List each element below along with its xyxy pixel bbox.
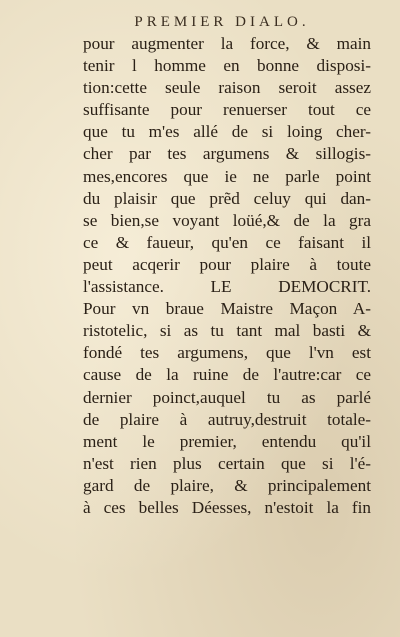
running-head: PREMIER DIALO. (134, 14, 310, 30)
text-line: ment le premier, entendu qu'il (83, 431, 371, 451)
text-line: tion:cette seule raison seroit assez (83, 78, 371, 98)
text-line: tenir l homme en bonne disposi- (83, 56, 371, 76)
text-line: cher par tes argumens & sillogis- (83, 144, 371, 164)
text-line: se bien,se voyant loüé,& de la gra (83, 210, 371, 230)
text-line: gard de plaire, & principalement (83, 475, 371, 495)
text-line: mes,encores que ie ne parle point (83, 166, 371, 186)
text-line: du plaisir que prẽd celuy qui dan- (83, 188, 371, 208)
text-line: l'assistance. LE DEMOCRIT. (83, 277, 371, 297)
text-line: de plaire à autruy,destruit totale- (83, 409, 371, 429)
text-block (83, 33, 371, 519)
text-line: suffisante pour renuerser tout ce (83, 100, 371, 120)
text-line: cause de la ruine de l'autre:car ce (83, 365, 371, 385)
text-line: n'est rien plus certain que si l'é- (83, 453, 371, 473)
text-line: ce & faueur, qu'en ce faisant il (83, 232, 371, 252)
text-line: fondé tes argumens, que l'vn est (83, 343, 371, 363)
text-line: que tu m'es allé de si loing cher- (83, 122, 371, 142)
text-line: dernier poinct,auquel tu as parlé (83, 387, 371, 407)
text-line: peut acqerir pour plaire à toute (83, 254, 371, 274)
text-line: à ces belles Déesses, n'estoit la fin (83, 497, 371, 517)
text-line: ristotelic, si as tu tant mal basti & (83, 321, 371, 341)
text-line: pour augmenter la force, & main (83, 34, 371, 53)
text-line: Pour vn braue Maistre Maçon A- (83, 299, 371, 319)
